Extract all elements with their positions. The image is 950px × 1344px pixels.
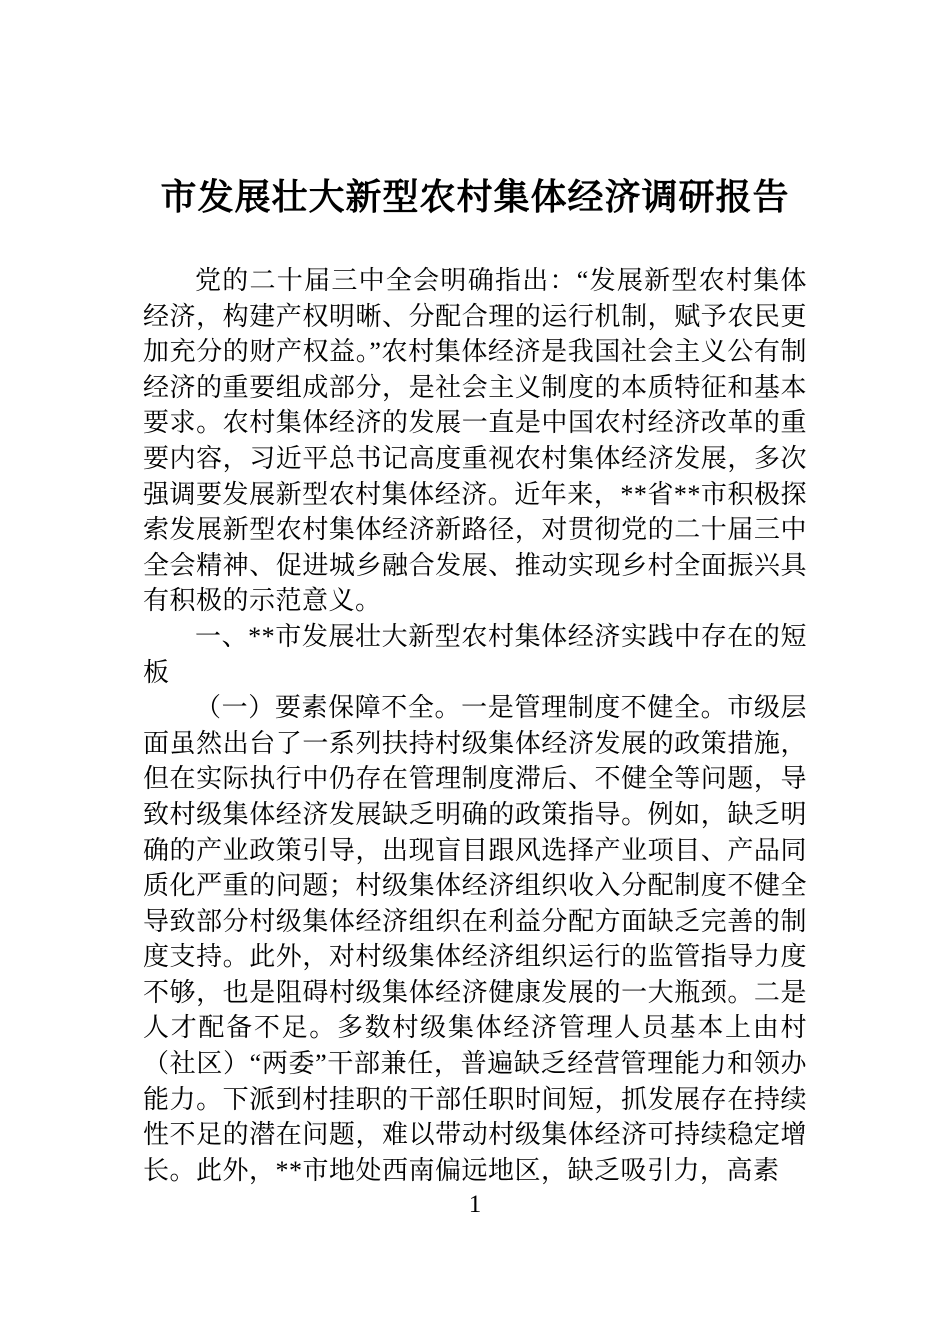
paragraph-intro: 党的二十届三中全会明确指出：“发展新型农村集体经济，构建产权明晰、分配合理的运行机制，赋予农民更加充分的财产权益。”农村集体经济是我国社会主义公有制经济的重要组成部分，是社会主义制度的本质特征和基本要求。农村集体经济的发展一直是中国农村经济改革的重要内容，习近平总书记高度重视农村集体经济发展，多次强调要发展新型农村集体经济。近年来，**省**市积极探索发展新型农村集体经济新路径，对贯彻党的二十届三中全会精神、促进城乡融合发展、推动实现乡村全面振兴具有积极的示范意义。: [143, 266, 807, 616]
document-title: 市发展壮大新型农村集体经济调研报告: [160, 177, 790, 217]
page-number: 1: [468, 1191, 482, 1218]
section-heading-1: 一、**市发展壮大新型农村集体经济实践中存在的短板: [143, 621, 807, 687]
paragraph-section-1-item-1: （一）要素保障不全。一是管理制度不健全。市级层面虽然出台了一系列扶持村级集体经济发展的政策措施，但在实际执行中仍存在管理制度滞后、不健全等问题，导致村级集体经济发展缺乏明确的政策指导。例如，缺乏明确的产业政策引导，出现盲目跟风选择产业项目、产品同质化严重的问题；村级集体经济组织收入分配制度不健全导致部分村级集体经济组织在利益分配方面缺乏完善的制度支持。此外，对村级集体经济组织运行的监管指导力度不够，也是阻碍村级集体经济健康发展的一大瓶颈。二是人才配备不足。多数村级集体经济管理人员基本上由村（社区）“两委”干部兼任，普遍缺乏经营管理能力和领办能力。下派到村挂职的干部任职时间短，抓发展存在持续性不足的潜在问题，难以带动村级集体经济可持续稳定增长。此外，**市地处西南偏远地区，缺乏吸引力，高素: [143, 693, 807, 1185]
